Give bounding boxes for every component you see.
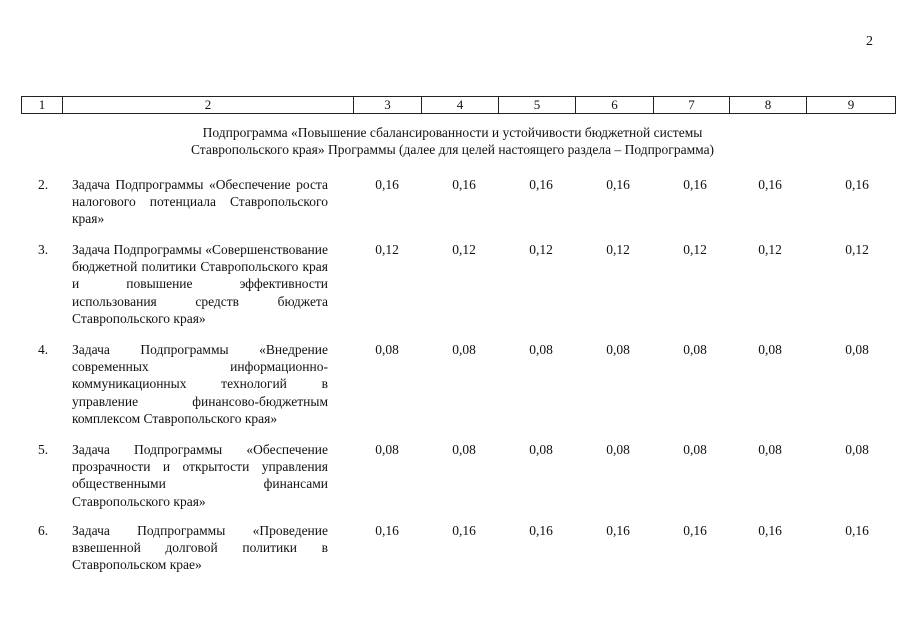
task-value: 0,16 xyxy=(529,177,553,192)
task-value: 0,08 xyxy=(683,442,707,457)
task-value: 0,08 xyxy=(606,342,630,357)
task-value: 0,16 xyxy=(606,523,630,538)
task-value: 0,12 xyxy=(375,242,399,257)
task-description: Задача Подпрограммы «Обеспечение прозрачности и открытости управления общественными финансами Ставропольского края» xyxy=(72,442,328,509)
task-value: 0,08 xyxy=(758,342,782,357)
task-value: 0,08 xyxy=(683,342,707,357)
task-value: 0,08 xyxy=(606,442,630,457)
column-number-cell: 4 xyxy=(422,97,499,114)
task-value: 0,12 xyxy=(845,242,869,257)
task-description: Задача Подпрограммы «Обеспечение роста налогового потенциала Ставропольского края» xyxy=(72,177,328,227)
column-number-cell: 5 xyxy=(499,97,576,114)
task-value: 0,08 xyxy=(452,442,476,457)
subprogram-title xyxy=(20,124,885,158)
task-value: 0,16 xyxy=(758,177,782,192)
column-number-cell: 2 xyxy=(63,97,354,114)
column-number-cell: 1 xyxy=(22,97,63,114)
subprogram-title-line-2: Ставропольского края» Программы (далее для целей настоящего раздела – Подпрограмма) xyxy=(190,142,715,157)
column-number-cell: 3 xyxy=(354,97,422,114)
task-value: 0,12 xyxy=(452,242,476,257)
task-value: 0,08 xyxy=(375,342,399,357)
page-number: 2 xyxy=(866,34,873,49)
task-value: 0,16 xyxy=(606,177,630,192)
task-value: 0,12 xyxy=(758,242,782,257)
task-description: Задача Подпрограммы «Проведение взвешенной долговой политики в Ставропольском крае» xyxy=(72,523,328,573)
task-value: 0,16 xyxy=(845,177,869,192)
task-value: 0,08 xyxy=(758,442,782,457)
task-value: 0,08 xyxy=(845,342,869,357)
column-number-cell: 6 xyxy=(576,97,654,114)
subprogram-title-line-1: Подпрограмма «Повышение сбалансированности и устойчивости бюджетной системы xyxy=(202,125,703,140)
column-number-cell: 9 xyxy=(807,97,896,114)
task-value: 0,16 xyxy=(375,177,399,192)
column-number-cell: 8 xyxy=(730,97,807,114)
task-value: 0,16 xyxy=(375,523,399,538)
task-value: 0,16 xyxy=(683,177,707,192)
column-number-cell: 7 xyxy=(654,97,730,114)
task-number: 4. xyxy=(38,342,49,357)
column-number-header-table xyxy=(21,96,896,114)
task-value: 0,12 xyxy=(529,242,553,257)
task-value: 0,16 xyxy=(529,523,553,538)
task-value: 0,12 xyxy=(683,242,707,257)
task-number: 6. xyxy=(38,523,49,538)
column-number-row xyxy=(22,97,896,114)
task-value: 0,08 xyxy=(529,342,553,357)
task-number: 5. xyxy=(38,442,49,457)
task-value: 0,08 xyxy=(529,442,553,457)
task-number: 3. xyxy=(38,242,49,257)
task-value: 0,16 xyxy=(452,177,476,192)
task-value: 0,12 xyxy=(606,242,630,257)
task-description: Задача Подпрограммы «Внедрение современных информационно-коммуникационных технологий в управление финансово-бюджетным комплексом Ставропольского края» xyxy=(72,342,328,426)
task-value: 0,16 xyxy=(758,523,782,538)
task-value: 0,16 xyxy=(452,523,476,538)
task-value: 0,08 xyxy=(452,342,476,357)
task-value: 0,08 xyxy=(375,442,399,457)
task-value: 0,16 xyxy=(845,523,869,538)
task-value: 0,08 xyxy=(845,442,869,457)
task-number: 2. xyxy=(38,177,49,192)
task-description: Задача Подпрограммы «Совершенствование бюджетной политики Ставропольского края и повышение эффективности использования средств бюджета Ставропольского края» xyxy=(72,242,328,326)
task-value: 0,16 xyxy=(683,523,707,538)
